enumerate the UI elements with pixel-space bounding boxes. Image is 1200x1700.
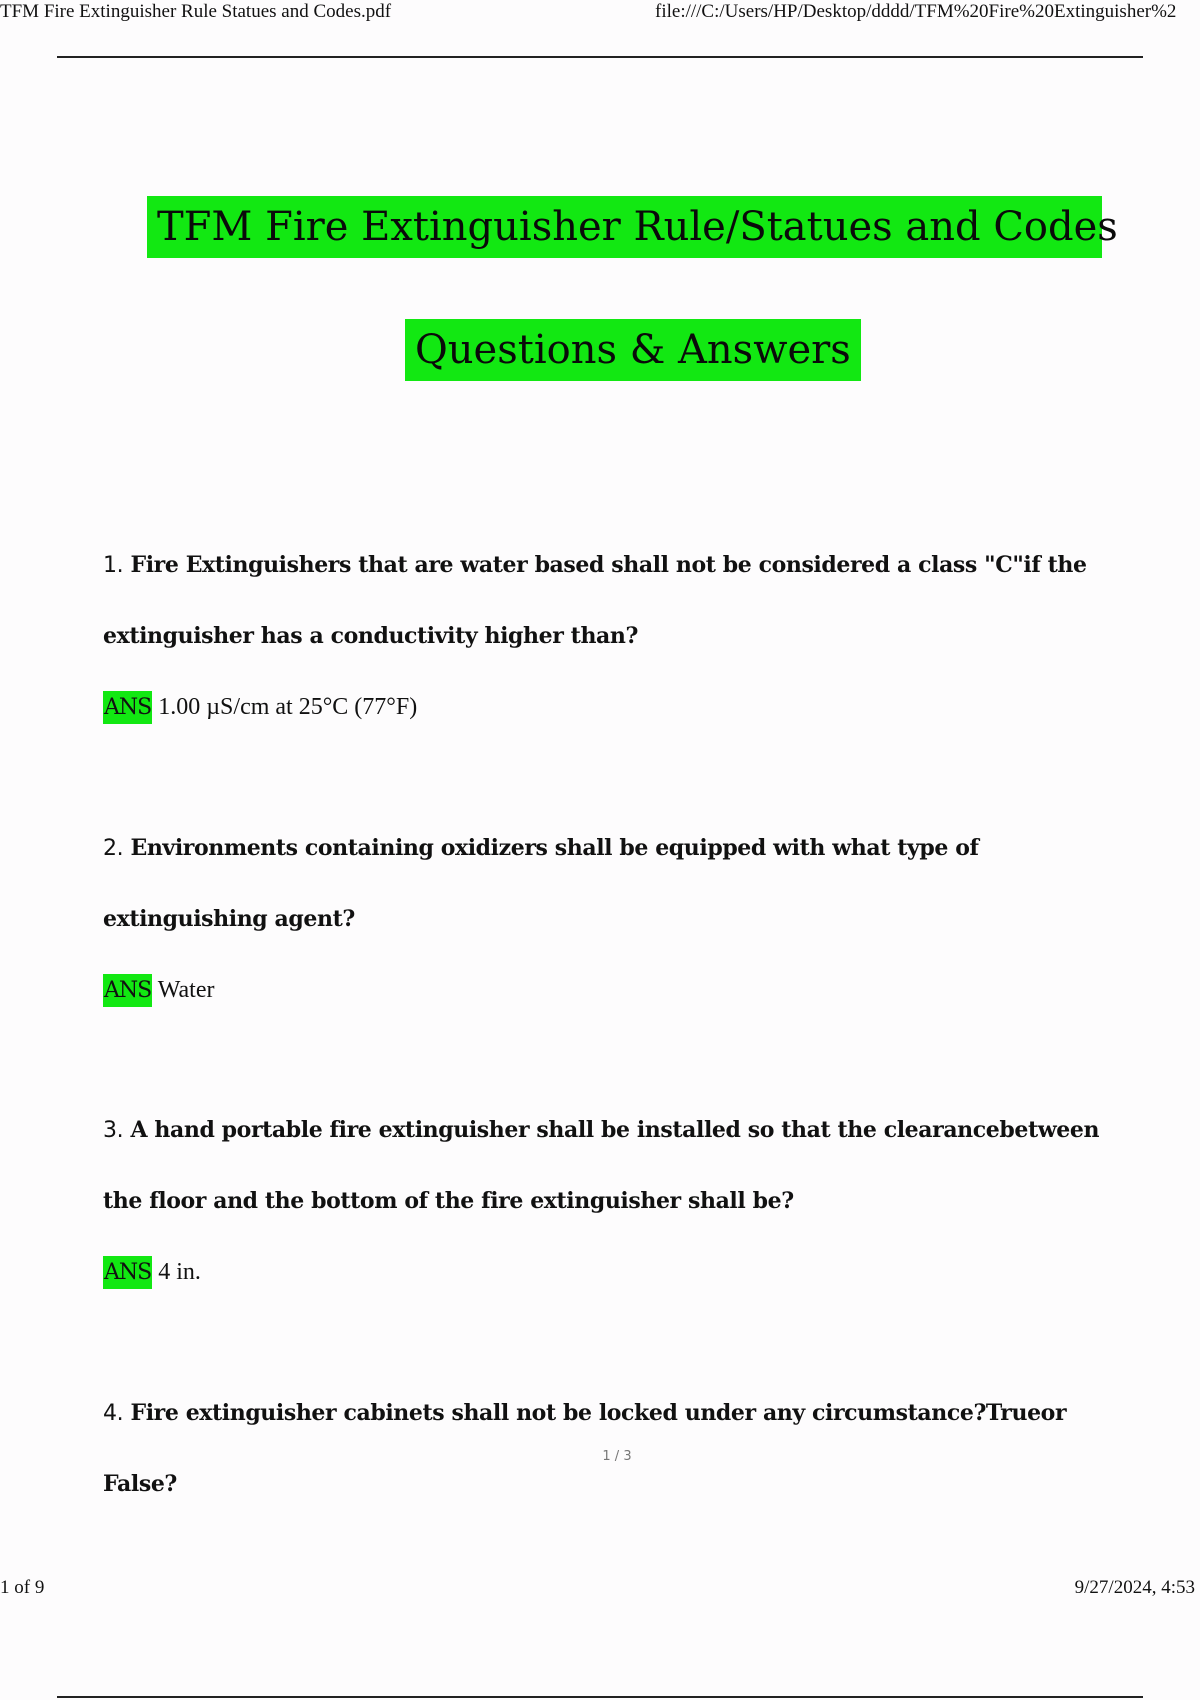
page-indicator: 1 / 3 — [602, 1449, 632, 1464]
answer-text: 1.00 µS/cm at 25°C (77°F) — [158, 694, 418, 720]
print-footer-page-count: 1 of 9 — [0, 1577, 45, 1598]
print-header-url: file:///C:/Users/HP/Desktop/dddd/TFM%20Fire%20Extinguisher%2 — [655, 1, 1177, 22]
question-text: Fire Extinguishers that are water based shall not be considered a class "C"if the extinguisher has a conductivity higher than? — [103, 552, 1087, 649]
question-2 — [103, 813, 1113, 955]
question-number: 2. — [103, 836, 124, 861]
question-number: 1. — [103, 553, 124, 578]
qa-item-3 — [103, 1095, 1113, 1308]
question-3 — [103, 1095, 1113, 1237]
ans-label: ANS — [103, 974, 152, 1007]
ans-label: ANS — [103, 1256, 152, 1289]
qa-item-2 — [103, 813, 1113, 1026]
ans-label: ANS — [103, 691, 152, 724]
question-number: 3. — [103, 1118, 124, 1143]
print-footer-timestamp: 9/27/2024, 4:53 — [1074, 1577, 1195, 1598]
document-title: TFM Fire Extinguisher Rule/Statues and Codes — [147, 196, 1102, 258]
answer-2 — [103, 955, 1113, 1026]
answer-text: Water — [157, 977, 215, 1003]
question-text: Fire extinguisher cabinets shall not be locked under any circumstance?Trueor False? — [103, 1400, 1067, 1497]
answer-text: 4 in. — [158, 1259, 201, 1285]
qa-item-1 — [103, 530, 1113, 743]
question-number: 4. — [103, 1401, 124, 1426]
footer-divider — [57, 1696, 1143, 1698]
question-text: Environments containing oxidizers shall be equipped with what type of extinguishing agent? — [103, 835, 979, 932]
question-1 — [103, 530, 1113, 672]
question-text: A hand portable fire extinguisher shall be installed so that the clearancebetween the floor and the bottom of the fire extinguisher shall be? — [103, 1117, 1100, 1214]
document-subtitle: Questions & Answers — [405, 319, 861, 381]
print-header-file-name: TFM Fire Extinguisher Rule Statues and Codes.pdf — [0, 1, 392, 22]
answer-3 — [103, 1237, 1113, 1308]
answer-1 — [103, 672, 1113, 743]
